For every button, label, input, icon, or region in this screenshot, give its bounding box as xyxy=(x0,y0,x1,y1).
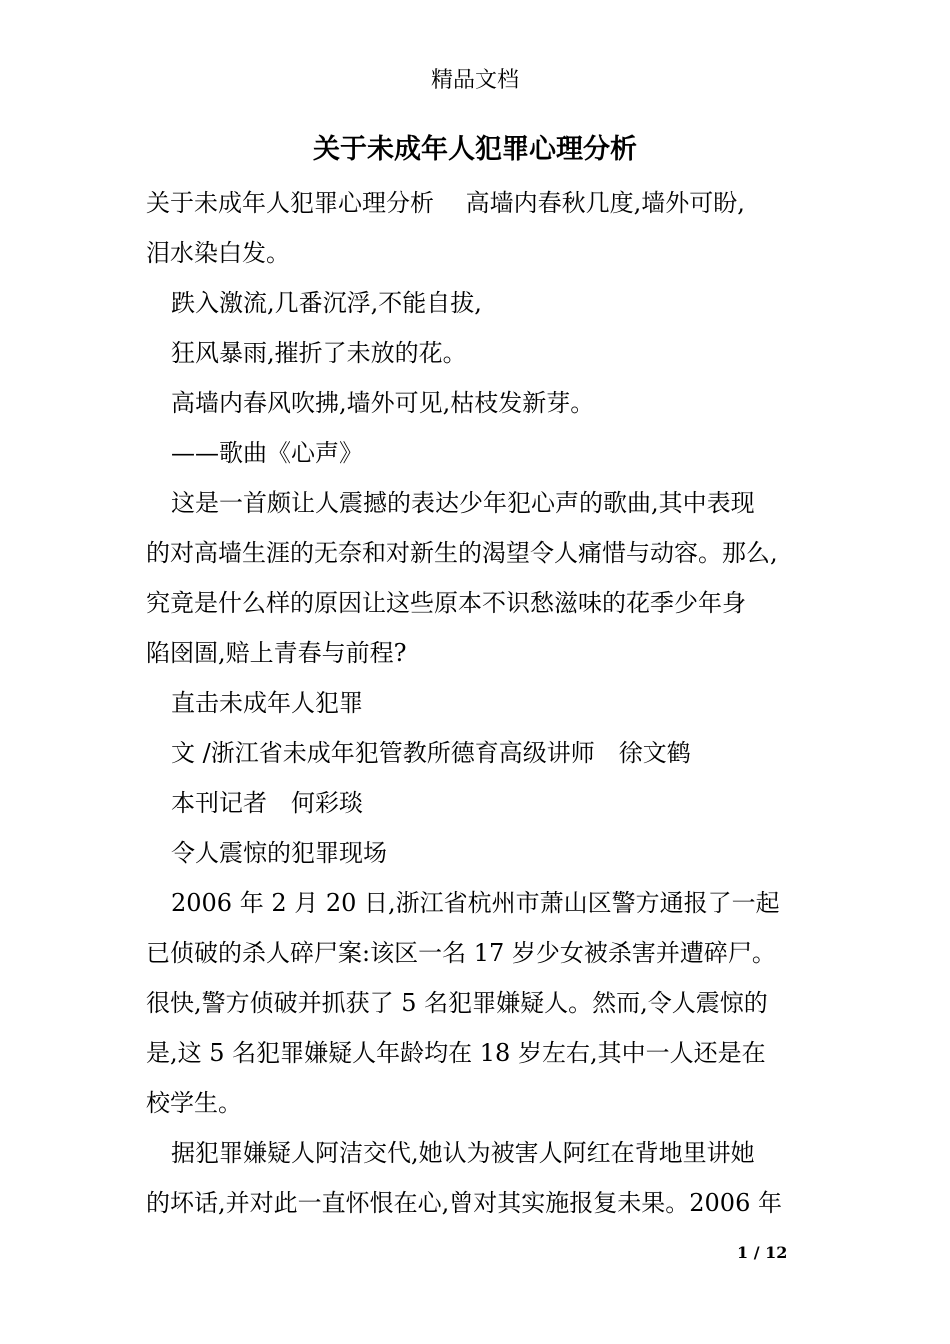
byline-author: 文 /浙江省未成年犯管教所德育高级讲师 徐文鹤 xyxy=(171,739,691,767)
body-line: 这是一首颇让人震撼的表达少年犯心声的歌曲,其中表现 xyxy=(171,489,755,517)
body-line: 的对高墙生涯的无奈和对新生的渴望令人痛惜与动容。那么, xyxy=(146,539,778,567)
document-body xyxy=(146,178,811,1228)
section-heading: 直击未成年人犯罪 xyxy=(171,689,363,717)
header-label: 精品文档 xyxy=(430,68,519,93)
body-line: 校学生。 xyxy=(146,1089,242,1117)
body-line: 2006 年 2 月 20 日,浙江省杭州市萧山区警方通报了一起 xyxy=(171,889,780,917)
body-line: 的坏话,并对此一直怀恨在心,曾对其实施报复未果。2006 年 xyxy=(146,1189,782,1217)
page-number: 1 / 12 xyxy=(737,1243,788,1262)
section-heading: 令人震惊的犯罪现场 xyxy=(171,839,387,867)
body-line: 已侦破的杀人碎尸案:该区一名 17 岁少女被杀害并遭碎尸。 xyxy=(146,939,776,967)
body-line: 究竟是什么样的原因让这些原本不识愁滋味的花季少年身 xyxy=(146,589,746,617)
body-line: 很快,警方侦破并抓获了 5 名犯罪嫌疑人。然而,令人震惊的 xyxy=(146,989,768,1017)
body-line: 关于未成年人犯罪心理分析 高墙内春秋几度,墙外可盼, xyxy=(146,189,745,217)
body-line: 狂风暴雨,摧折了未放的花。 xyxy=(171,339,467,367)
body-line: 陷囹圄,赔上青春与前程? xyxy=(146,639,407,667)
byline-reporter: 本刊记者 何彩琰 xyxy=(171,789,363,817)
body-line: ——歌曲《心声》 xyxy=(171,439,363,467)
body-line: 据犯罪嫌疑人阿洁交代,她认为被害人阿红在背地里讲她 xyxy=(171,1139,755,1167)
body-line: 高墙内春风吹拂,墙外可见,枯枝发新芽。 xyxy=(171,389,595,417)
body-line: 是,这 5 名犯罪嫌疑人年龄均在 18 岁左右,其中一人还是在 xyxy=(146,1039,766,1067)
document-title: 关于未成年人犯罪心理分析 xyxy=(313,134,637,165)
body-line: 泪水染白发。 xyxy=(146,239,290,267)
body-line: 跌入激流,几番沉浮,不能自拔, xyxy=(171,289,482,317)
